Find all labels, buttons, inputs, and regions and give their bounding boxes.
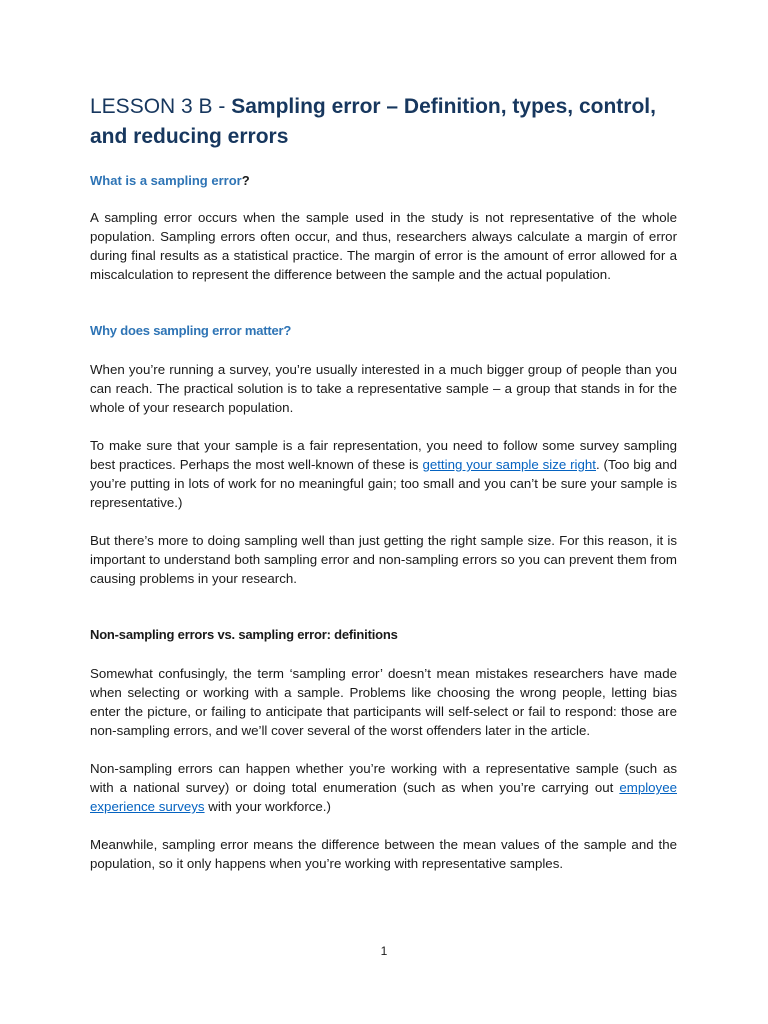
paragraph-enumeration: [90, 759, 677, 816]
sample-size-link[interactable]: getting your sample size right: [422, 457, 596, 472]
paragraph-enumeration-text-2: with your workforce.): [204, 799, 331, 814]
why-matter-heading: Why does sampling error matter?: [90, 323, 292, 338]
what-is-heading-qmark: ?: [241, 173, 250, 188]
lesson-title-prefix: LESSON 3 B -: [90, 95, 232, 118]
paragraph-enumeration-text-1: Non-sampling errors can happen whether you’re working with a representative sample (such as with a national survey) or doing total enumeration (such as when you’re carrying out: [90, 761, 677, 795]
paragraph-sampling-error-meaning: Meanwhile, sampling error means the difference between the mean values of the sample and the population, so it only happens when you’re working with representative samples.: [90, 837, 677, 871]
paragraph-survey-intro: When you’re running a survey, you’re usually interested in a much bigger group of people than you can reach. The practical solution is to take a representative sample – a group that stands in for the whole of your research population.: [90, 362, 677, 415]
definitions-heading: Non-sampling errors vs. sampling error: definitions: [90, 627, 398, 642]
paragraph-best-practices-text-1: To make sure that your sample is a fair representation, you need to follow some survey sampling best practices. Perhaps the most well-known of these is: [90, 438, 677, 472]
paragraph-best-practices: [90, 436, 677, 512]
employee-surveys-link[interactable]: employee experience surveys: [90, 780, 677, 814]
lesson-title: [90, 92, 677, 152]
paragraph-definition: A sampling error occurs when the sample used in the study is not representative of the whole population. Sampling errors often occur, and thus, researchers always calculate a margin of error during final results as a statistical practice. The margin of error is the amount of error allowed for a miscalculation to represent the difference between the sample and the actual population.: [90, 210, 677, 282]
document-page: [90, 92, 677, 873]
page-number: 1: [380, 944, 388, 958]
paragraph-sample-size: But there’s more to doing sampling well than just getting the right sample size. For this reason, it is important to understand both sampling error and non-sampling errors so you can prevent them from causing problems in your research.: [90, 533, 677, 586]
what-is-heading: [90, 172, 677, 190]
what-is-heading-text: What is a sampling error: [90, 173, 242, 188]
paragraph-non-sampling: Somewhat confusingly, the term ‘sampling error’ doesn’t mean mistakes researchers have made when selecting or working with a sample. Problems like choosing the wrong people, letting bias enter the picture, or failing to anticipate that participants will self-select or fail to respond: those are non-sampling errors, and we’ll cover several of the worst offenders later in the article.: [90, 666, 677, 738]
paragraph-best-practices-text-2: . (Too big and you’re putting in lots of work for no meaningful gain; too small and you can’t be sure your sample is representative.): [90, 457, 677, 510]
lesson-title-main: Sampling error – Definition, types, control, and reducing errors: [90, 95, 656, 148]
